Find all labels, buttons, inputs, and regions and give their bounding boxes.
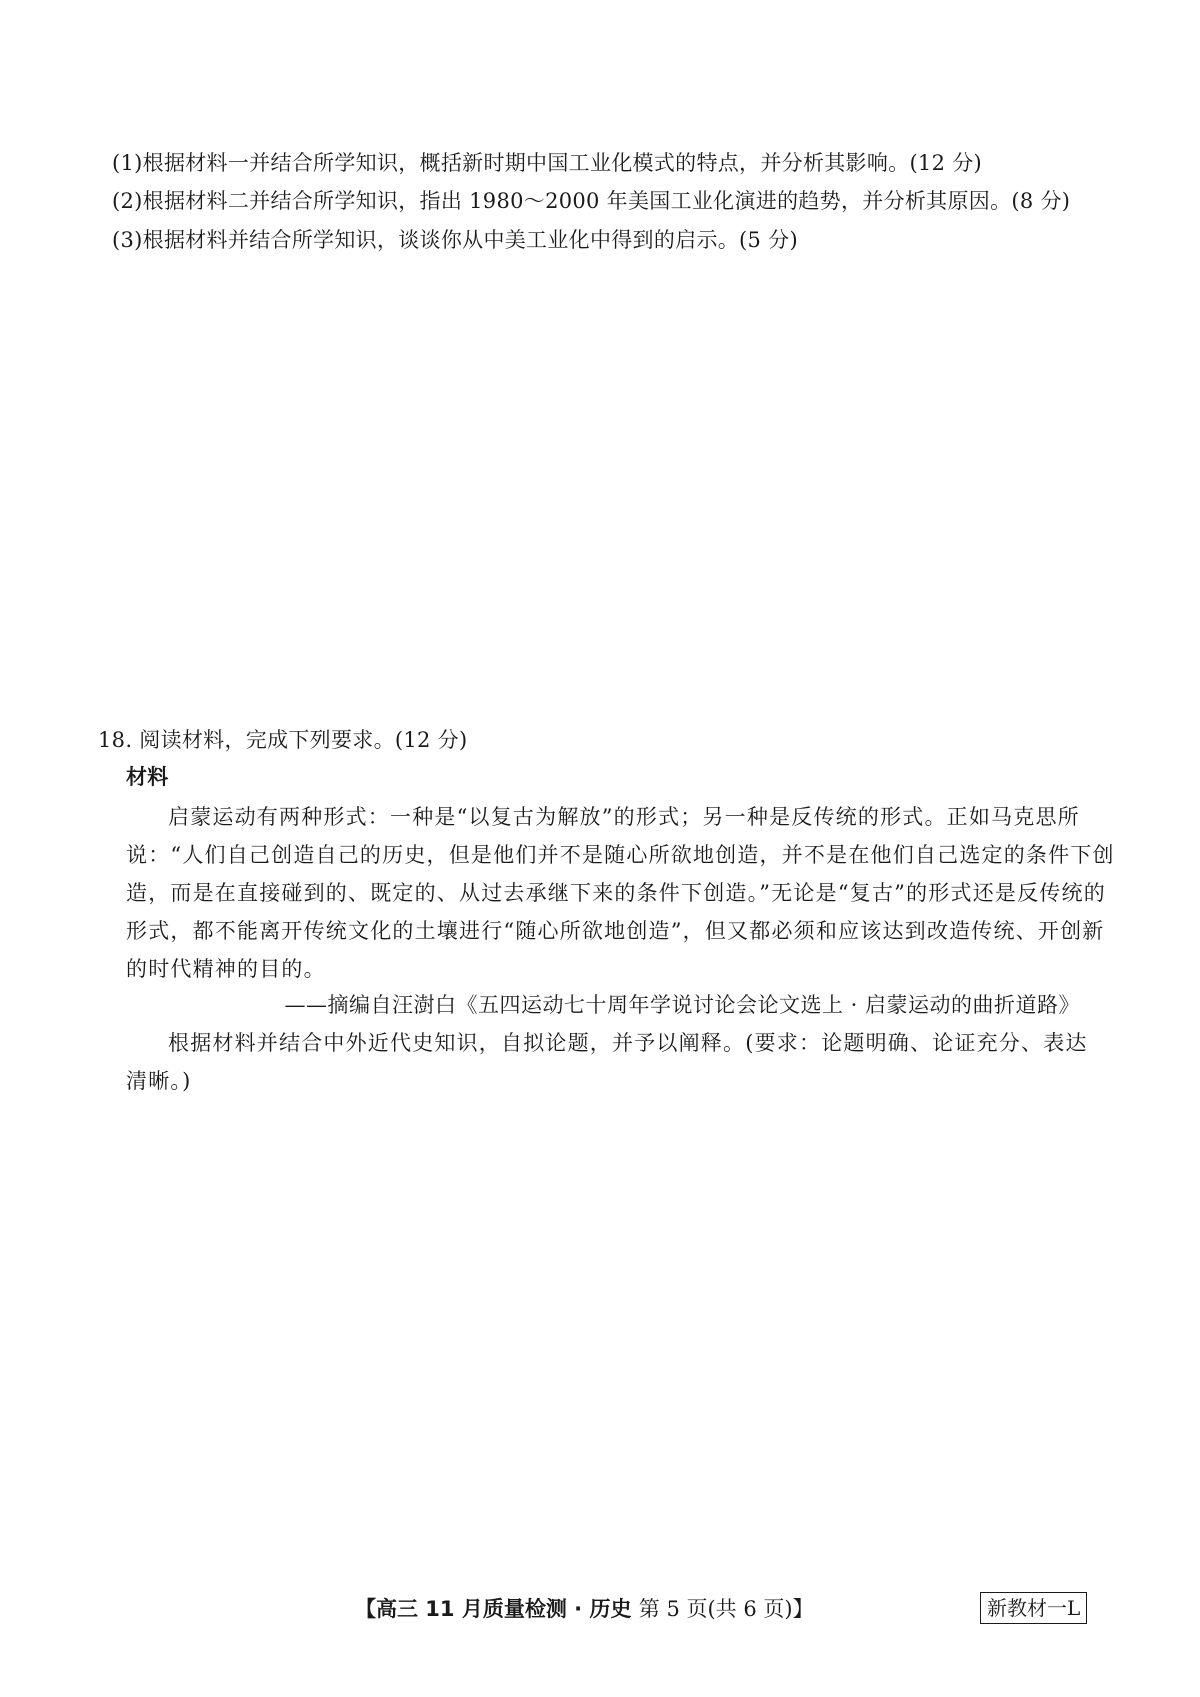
question-18-header: 18. 阅读材料，完成下列要求。(12 分) (98, 728, 468, 752)
material-line: 造，而是在直接碰到的、既定的、从过去承继下来的条件下创造。”无论是“复古”的形式还是反传统的 (126, 881, 1106, 905)
footer-title: 【高三 11 月质量检测 · 历史 (355, 1597, 632, 1621)
task-paragraph (126, 1024, 1088, 1100)
material-label: 材料 (126, 764, 169, 789)
material-line: 的时代精神的目的。 (126, 957, 326, 981)
material-paragraph (126, 798, 1115, 988)
question-17-part-1: (1)根据材料一并结合所学知识，概括新时期中国工业化模式的特点，并分析其影响。(12 分) (112, 151, 983, 175)
question-17-part-2: (2)根据材料二并结合所学知识，指出 1980～2000 年美国工业化演进的趋势，并分析其原因。(8 分) (112, 189, 1071, 213)
page-footer (355, 1594, 814, 1624)
task-line: 根据材料并结合中外近代史知识，自拟论题，并予以阐释。(要求：论题明确、论证充分、表达 (168, 1031, 1088, 1055)
material-line: 形式，都不能离开传统文化的土壤进行“随心所欲地创造”，但又都必须和应该达到改造传统、开创新 (126, 919, 1105, 943)
question-17-part-3: (3)根据材料并结合所学知识，谈谈你从中美工业化中得到的启示。(5 分) (112, 228, 798, 252)
edition-stamp: 新教材一L (980, 1592, 1087, 1624)
footer-page-info: 第 5 页(共 6 页)】 (638, 1597, 814, 1621)
material-line: 启蒙运动有两种形式：一种是“以复古为解放”的形式；另一种是反传统的形式。正如马克思所 (168, 805, 1080, 829)
material-line: 说：“人们自己创造自己的历史，但是他们并不是随心所欲地创造，并不是在他们自己选定的条件下创 (126, 843, 1115, 867)
task-line: 清晰。) (126, 1069, 192, 1093)
material-source: ——摘编自汪澍白《五四运动七十周年学说讨论会论文选上 · 启蒙运动的曲折道路》 (284, 993, 1080, 1017)
